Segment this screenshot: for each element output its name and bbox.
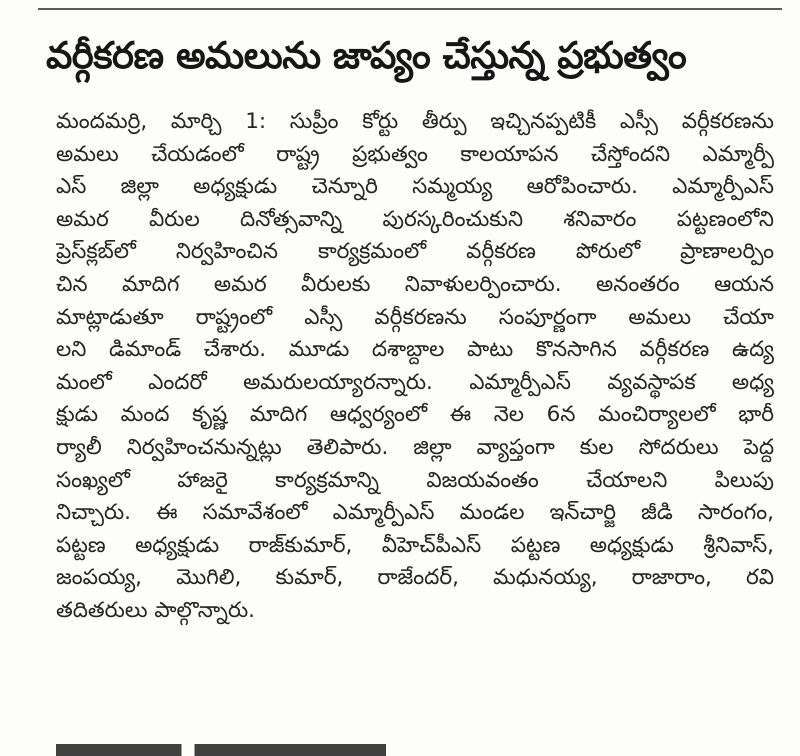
article-line: ర్యాలీ నిర్వహించనున్నట్లు తెలిపారు. జిల్లా వ్యాప్తంగా కుల సోదరులు పెద్ద	[56, 434, 774, 460]
article-line: తదితరులు పాల్గొన్నారు.	[56, 597, 256, 623]
article-line: ప్రెస్‌క్లబ్‌లో నిర్వహించిన కార్యక్రమంలో వర్గీకరణ పోరులో ప్రాణాలర్పిం	[56, 239, 774, 265]
article-line: సంఖ్యలో హాజరై కార్యక్రమాన్ని విజయవంతం చేయాలని పిలుపు	[56, 467, 774, 493]
article-line: అమలు చేయడంలో రాష్ట్ర ప్రభుత్వం కాలయాపన చేస్తోందని ఎమ్మార్పీ	[56, 141, 774, 167]
top-rule	[38, 8, 782, 10]
article-body	[56, 106, 774, 628]
article-line: మందమర్రి, మార్చి 1: సుప్రీం కోర్టు తీర్పు ఇచ్చినప్పటికీ ఎస్సీ వర్గీకరణను	[56, 109, 774, 134]
article-line: చిన మాదిగ అమర వీరులకు నివాళులర్పించారు. అనంతరం ఆయన	[56, 271, 774, 297]
article-line: మంలో ఎందరో అమరులయ్యారన్నారు. ఎమ్మార్పీఎస్ వ్యవస్థాపక అధ్య	[56, 369, 774, 395]
article-line: నిచ్చారు. ఈ సమావేశంలో ఎమ్మార్పీఎస్ మండల ఇన్‌చార్జి జీడి సారంగం,	[56, 500, 774, 526]
article-line: క్షుడు మంద కృష్ణ మాదిగ ఆధ్వర్యంలో ఈ నెల 6న మంచిర్యాలలో భారీ	[56, 402, 774, 428]
article-line: మాట్లాడుతూ రాష్ట్రంలో ఎస్సీ వర్గీకరణను సంపూర్ణంగా అమలు చేయా	[56, 304, 774, 330]
article-line: జంపయ్య, మొగిలి, కుమార్, రాజేందర్, మధునయ్య, రాజారాం, రవి	[56, 565, 774, 591]
article-line: లని డిమాండ్ చేశారు. మూడు దశాబ్దాల పాటు కొనసాగిన వర్గీకరణ ఉద్య	[56, 337, 774, 363]
headline: వర్గీకరణ అమలును జాప్యం చేస్తున్న ప్రభుత్వం	[46, 34, 687, 77]
article-line: ఎస్ జిల్లా అధ్యక్షుడు చెన్నూరి సమ్మయ్య ఆరోపించారు. ఎమ్మార్పీఎస్	[56, 174, 774, 200]
cut-off-next-headline	[56, 744, 386, 756]
article-line: పట్టణ అధ్యక్షుడు రాజ్‌కుమార్, వీహెచ్‌పీఎస్ పట్టణ అధ్యక్షుడు శ్రీనివాస్,	[56, 532, 774, 558]
article-line: అమర వీరుల దినోత్సవాన్ని పురస్కరించుకుని శనివారం పట్టణంలోని	[56, 206, 774, 232]
